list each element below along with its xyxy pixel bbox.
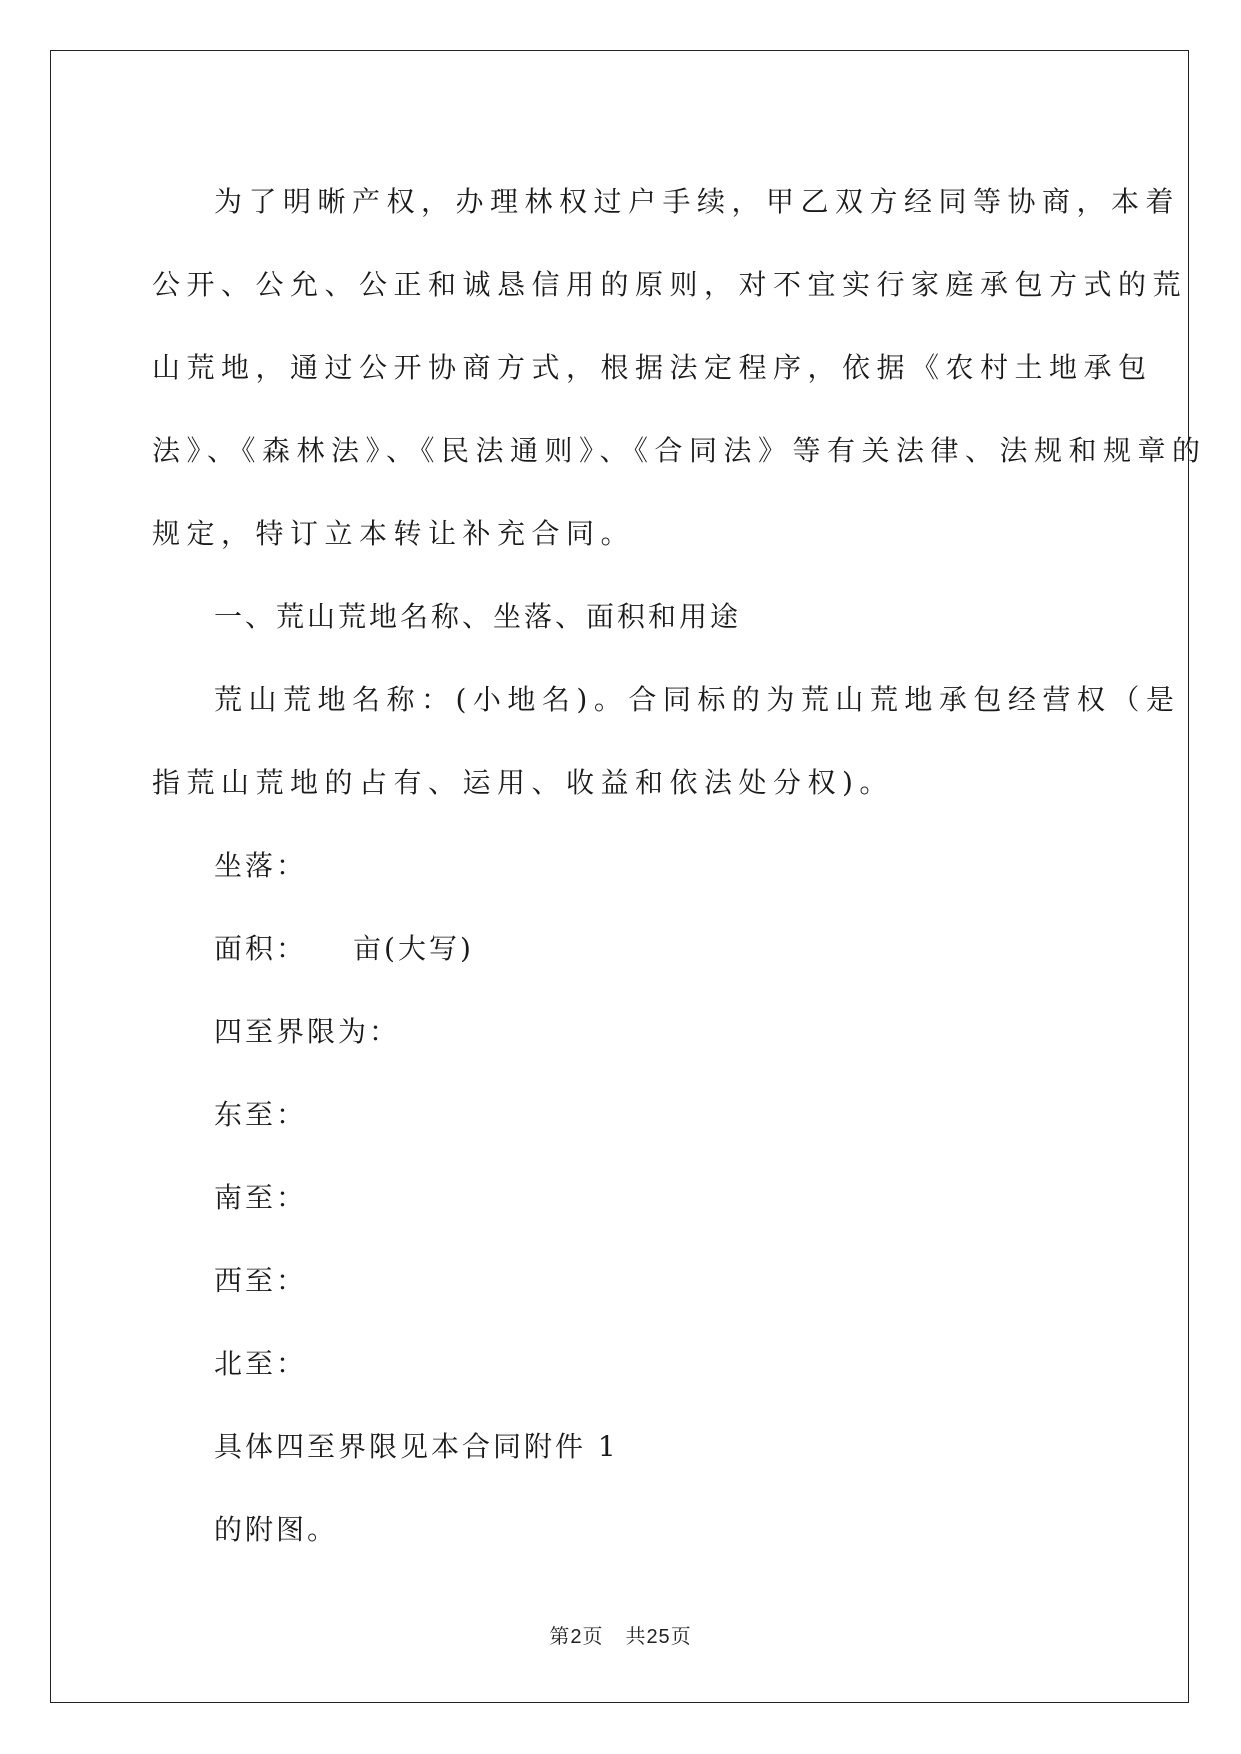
area-label: 面积：: [214, 932, 308, 965]
boundary-label: 四至界限为：: [214, 1015, 401, 1048]
page-suffix: 页: [582, 1624, 604, 1648]
intro-line: 为了明晰产权，办理林权过户手续，甲乙双方经同等协商，本着: [214, 185, 1181, 218]
page-number: 2: [570, 1626, 583, 1648]
area-line: [152, 907, 1087, 990]
attachment-line: 的附图。: [214, 1513, 339, 1546]
attachment-line: 具体四至界限见本合同附件 1: [214, 1430, 619, 1463]
document-body: [152, 160, 1207, 1571]
north-boundary-label: 北至：: [214, 1347, 308, 1380]
intro-line: 规定，特订立本转让补充合同。: [152, 517, 636, 550]
area-unit: 亩(大写): [353, 932, 474, 965]
total-suffix: 页: [670, 1624, 692, 1648]
intro-line: 公开、公允、公正和诚恳信用的原则，对不宜实行家庭承包方式的荒: [152, 268, 1188, 301]
section-heading: 一、荒山荒地名称、坐落、面积和用途: [214, 600, 742, 633]
east-boundary-label: 东至：: [214, 1098, 308, 1131]
name-paragraph: [152, 658, 1181, 824]
total-prefix: 共: [625, 1624, 647, 1648]
total-pages: 25: [646, 1626, 671, 1648]
intro-line: 山荒地，通过公开协商方式，根据法定程序，依据《农村土地承包: [152, 351, 1153, 384]
south-boundary-label: 南至：: [214, 1181, 308, 1214]
page-footer: [0, 1620, 1241, 1649]
intro-line: 法》、《森林法》、《民法通则》、《合同法》等有关法律、法规和规章的: [152, 434, 1207, 467]
name-line: 荒山荒地名称：(小地名)。合同标的为荒山荒地承包经营权（是: [214, 683, 1181, 716]
intro-paragraph: [152, 160, 1207, 575]
location-label: 坐落：: [214, 849, 308, 882]
footer-prefix: 第: [549, 1624, 571, 1648]
west-boundary-label: 西至：: [214, 1264, 308, 1297]
name-line: 指荒山荒地的占有、运用、收益和依法处分权)。: [152, 766, 894, 799]
